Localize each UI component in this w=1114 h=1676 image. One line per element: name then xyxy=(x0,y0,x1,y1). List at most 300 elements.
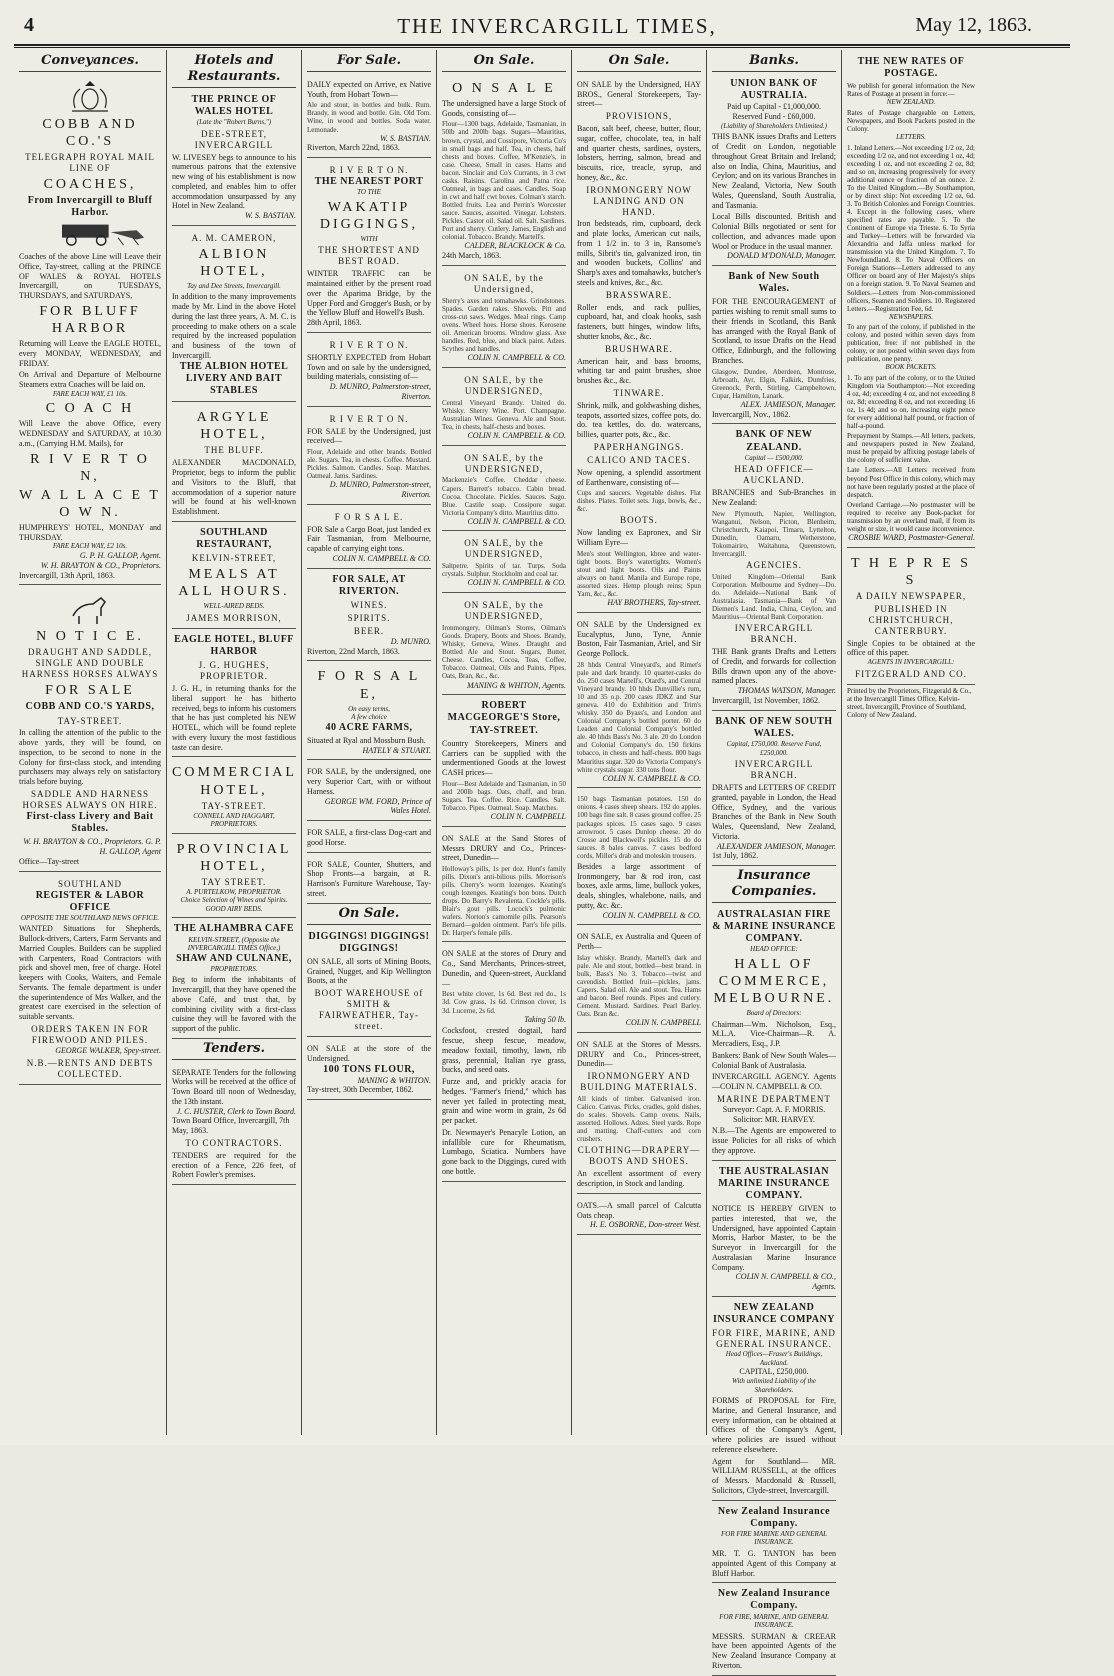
ironmongery-items: Iron bedsteads, rim, cupboard, deck and plate locks, American cut nails, from 1 1/2 in. to 3 in, Ransome's mills, Sibrit's tin, galvanized iron, tin and wooden buckets, Collins' and Sharp's axes and tomahawks, butcher's steels and knives, &c., &c. xyxy=(577,219,701,287)
wines-heading: WINES. xyxy=(350,600,388,611)
calico-heading: CALICO AND TACES. xyxy=(587,454,691,465)
postage-rates: Rates of Postage chargeable on Letters, Newspapers, and Book Packets posted in the Colony. xyxy=(847,109,975,134)
fitzgerald: FITZGERALD AND CO. xyxy=(855,668,967,679)
cargo-signature: COLIN N. CAMPBELL & CO. xyxy=(332,553,431,563)
shaw-body: Beg to inform the inhabitants of Invercargill, that they have opened the above Café, and trust that, by combining civility with a first-class cuisine they will be favored with the support of the public. xyxy=(172,975,296,1034)
riverton-heading: R I V E R T O N. xyxy=(329,165,409,176)
eucalyptus-ad xyxy=(577,615,701,788)
albion-address: Tay and Dee Streets, Invercargill. xyxy=(187,281,281,290)
union-body-2: Local Bills discounted. British and Colonial Bills negotiated or sent for collection, and advances made upon Wool or Produce in the usual manner. xyxy=(712,212,836,251)
tay-street: TAY-STREET. xyxy=(57,715,123,726)
paperhanging-signature: COLIN N. CAMPBELL & CO. xyxy=(602,910,701,920)
column-5 xyxy=(572,50,707,1435)
newspaper-title: THE INVERCARGILL TIMES, xyxy=(397,14,717,38)
fire-bankers: Bankers: Bank of New South Wales—Colonial Bank of Australasia. xyxy=(712,1050,836,1070)
tinware-items: Shrink, milk, and goldwashing dishes, teapots, assorted sizes, coffee pots, do. do. tea kettles, do. do. watercans, billies, quarter pots, &c., &c. xyxy=(577,400,701,440)
bnz-ad xyxy=(712,426,836,710)
fire-hall: HALL OF COMMERCE, MELBOURNE. xyxy=(713,956,835,1006)
undersigned3-title: ON SALE, by the UNDERSIGNED, xyxy=(464,452,544,474)
diggings-body: ON SALE, all sorts of Mining Boots, Grained, Nugget, and Kip Wellington Boots, at the xyxy=(307,956,431,986)
newspapers-body: To any part of the colony, if published in the colony, and posted within seven days from publication, free: if not published in the colony, or not posted within seven days from publication, one penny. xyxy=(847,323,975,364)
eucalyptus-intro: ON SALE by the Undersigned ex Eucalyptus, Juno, Tyne, Annie Boston, Fair Tasmanian, Ariel, and Sir George Pollock. xyxy=(577,619,701,659)
fire-title: AUSTRALASIAN FIRE & MARINE INSURANCE COMPANY. xyxy=(712,908,836,945)
forsale-riverton: FOR SALE, AT RIVERTON. xyxy=(332,573,406,597)
rents-debts: N.B.—RENTS AND DEBTS COLLECTED. xyxy=(26,1057,154,1079)
masthead-rule xyxy=(14,44,1070,46)
cobb-title: COBB AND CO.'S xyxy=(42,116,138,149)
imprint: Printed by the Proprietors, Fitzgerald & Co., at the Invercargill Times Office, Kelvin-street, Invercargill, Province of Southland, Colony of New Zealand. xyxy=(847,686,972,719)
cobb-route: From Invercargill to Bluff Harbor. xyxy=(27,195,153,219)
nsw-title: Bank of New South Wales. xyxy=(728,271,820,295)
nz-ins-co2-sub: FOR FIRE, MARINE, AND GENERAL INSURANCE. xyxy=(719,1612,829,1630)
undersigned-items: Sherry's axes and tomahawks. Grindstones. Spades. Garden rakes. Shovels. Pitt and cross-cut saws. Wedges. Meal rings. Camp ovens. Wheel hoes. Horse shoes. Kerosene oil. American brooms. Window glass. Axe handles. Red, blue, and black paint. Adzes. Scythes and handles. xyxy=(442,296,566,353)
beer-heading: BEER. xyxy=(353,626,385,637)
wakatip-body: WINTER TRAFFIC can be maintained either by the present road over the Aparima Bridge, by the Upper Ford and Grogger's Bush, or by the Yellow Bluff and Howell's Bush. xyxy=(307,269,431,318)
taking-note: Taking 50 lb. xyxy=(524,1014,566,1024)
notice-title: N O T I C E. xyxy=(36,629,144,645)
u4-items: Saltpetre. Spirits of tar. Turps. Soda crystals. Sulphur. Stockholm and coal tar. xyxy=(442,562,566,579)
press-body: Single Copies to be obtained at the office of this paper. xyxy=(847,638,975,658)
undersigned4-title: ON SALE, by the UNDERSIGNED, xyxy=(464,538,544,560)
u5-items: Ironmongery, Oilman's Stores, Oilman's Goods. Drapery, Boots and Shoes. Brandy, Whisky, Geneva, Wines. Draught and Bottled Ale and Stout. Sugars, Butter, Cheese. Candles, Cocoa, Teas, Coffee, Tobacco. Oatmeal, Oils and Paints, Pipes, Oats, Bran, &c., &c. xyxy=(442,624,566,681)
calico-items: Cups and saucers. Vegetable dishes. Flat dishes. Plates. Toilet sets. Jugs, bowls, &c., &c. xyxy=(577,489,701,514)
yards-body: In calling the attention of the public to the above yards, they will be found, on inspection, to be second to none in the Colony for first-class stock, and intending purchasers may always rely on satisfactory trials before buying. xyxy=(19,728,161,787)
wakatip-ad xyxy=(307,160,431,333)
daily-signature: W. S. BASTIAN. xyxy=(379,133,431,143)
aired-beds: WELL-AIRED BEDS. xyxy=(203,602,265,611)
bnz-date: Invercargill, 1st November, 1862. xyxy=(712,695,820,705)
union-bank-ad xyxy=(712,75,836,266)
postage-body: 1. Inland Letters.—Not exceeding 1/2 oz, 2d; exceeding 1/2 oz, and not exceeding 1 oz, 4d; exceeding 1 oz, and not exceeding 2 oz, 8d; and so on, increasing progressively for every additional ounce or fraction of an ounce. 2. To the United Kingdom.—By Southampton, or by direct ship: Not exceeding 1/2 oz, 6d. 3. To British Colonies and Foreign Countries. 4. Except in the following cases, where specified rates are payable. 5. To the Continent of Europe via Trieste. 6. To Syria and Turkey—Letters will be forwarded via Alexandria and Jaffa unless marked for transmission via the United Kingdom. 7. To Newfoundland. 8. To Naval Officers on Foreign Stations—Letters addressed to any Officer on board any of Her Majesty's ships on a foreign station. 9. To Naval Seamen and Soldiers.—Letters from Non-commissioned officers, Seamen and Soldiers. 10. Registered Letters.—Registration Fee, 6d. xyxy=(847,143,975,313)
yards-signature: W. H. BRAYTON & CO., Proprietors. G. P. H. GALLOP, Agent xyxy=(23,837,161,857)
gallop-agent: G. P. H. GALLOP, Agent. xyxy=(79,551,161,561)
nsw2-body: DRAFTS and LETTERS OF CREDIT granted, payable in London, the Head Office, Sydney, and the various Branches of the Bank in New South Wales, Queensland, New Zealand, Victoria. xyxy=(712,783,836,841)
postage-intro: We publish for general information the New Rates of Postage at present in force:— xyxy=(847,82,975,99)
riverton-heading-2: R I V E R T O N. xyxy=(329,339,409,350)
albion-body: In addition to the many improvements made by Mr. Lind in the above Hotel during the last three years, A. M. C. is proceeding to make others on a scale required by the increased population and business of the town of Invercargill. xyxy=(172,292,296,360)
forsale-intro: FOR SALE by the Undersigned, just received— xyxy=(307,426,431,446)
forsale-heading: F O R S A L E. xyxy=(334,511,404,522)
on-sale-items: Flour—1300 bags, Adelaide, Tasmanian, in 50lb and 200lb bags. Sugars—Mauritius, brown, crystal, and Cossipore, Victoria Co's in small bags and half. Tea, in chests, half chests and boxes. Coffee, M'Kenzie's, in case. Cheese, Small in cases. Hams and bacon. Sinclair and Co's Currants, in 3 cwt casks. Raisins. Carolina and Patna rice. Oatmeal, in bags and cases. Candles. Soap in cwt and half cwt boxes. Colman's starch. Bottled fruits. Lea and Perrin's Worcester sauce. Sauces, assorted. Vinegar. Lobsters. Pickles. Castor oil. Salad oil. Salt. Sardines. Port and sherry. Cutlery. James, English and colonial. Tobacco. Brandy. Martell's. xyxy=(442,120,566,242)
nz-ins-agent: Agent for Southland— MR. WILLIAM RUSSELL, at the offices of Messrs. Macdonald & Russell, Solicitors, Clyde-street, Invercargill. xyxy=(712,1456,836,1495)
surveyor: Surveyor: Capt. A. F. MORRIS. xyxy=(722,1104,826,1114)
nz-ins-office: Head Offices—Fraser's Buildings, Auckland. xyxy=(725,1350,823,1367)
morrison: JAMES MORRISON, xyxy=(186,612,282,623)
tenders-date: Town Board Office, Invercargill, 7th May, 1863. xyxy=(172,1116,290,1136)
u3-signature: COLIN N. CAMPBELL & CO. xyxy=(467,516,566,526)
nsw-signature: ALEX. JAMIESON, Manager. xyxy=(740,399,836,409)
coach-fare: FARE EACH WAY, £2 10s. xyxy=(52,542,128,551)
spirits-heading: SPIRITS. xyxy=(347,613,391,624)
cameron: A. M. CAMERON, xyxy=(191,232,277,243)
cart-body: FOR SALE, by the undersigned, one very Superior Cart, with or without Harness. xyxy=(307,767,431,796)
union-liability: (Liability of Shareholders Unlimited.) xyxy=(721,121,827,130)
cargo-body: FOR Sale a Cargo Boat, just landed ex Fair Tasmanian, from Melbourne, capable of carrying eight tons. xyxy=(307,524,431,554)
wakatip-title: WAKATIP DIGGINGS, xyxy=(319,199,419,232)
notice-ad xyxy=(19,587,161,871)
brushware-heading: BRUSHWARE. xyxy=(605,343,673,354)
on-sale-title: O N S A L E xyxy=(452,80,556,96)
pw-body: W. LIVESEY begs to announce to his numerous patrons that the extensive new wing of his establishment is now completed, and enables him to offer accommodation unsurpassed by any Hotel in New Zealand. xyxy=(172,152,296,211)
boot-warehouse: BOOT WAREHOUSE of SMITH & FAIRWEATHER, Tay-street. xyxy=(314,988,424,1032)
albion-livery: THE ALBION HOTEL LIVERY AND BAIT STABLES xyxy=(179,360,289,397)
section-heading: Conveyances. xyxy=(19,53,161,72)
press-sub: A DAILY NEWSPAPER, xyxy=(855,590,967,601)
provincial-address: TAY STREET. xyxy=(201,876,267,887)
nsw2-ad xyxy=(712,713,836,866)
fire-agents: INVERCARGILL AGENCY. Agents—COLIN N. CAMPBELL & CO. xyxy=(712,1072,836,1092)
drury-intro: ON SALE at the Sand Stores of Messrs DRURY and Co., Princes-street, Dunedin— xyxy=(442,833,566,863)
nsw2-date: 1st July, 1862. xyxy=(712,851,759,861)
brayton-date: Invercargill, 13th April, 1863. xyxy=(19,570,115,580)
easy-terms: On easy terms, xyxy=(348,704,390,713)
tinware-heading: TINWARE. xyxy=(613,387,665,398)
crosbie-signature: CROSBIE WARD, Postmaster-General. xyxy=(848,532,975,542)
section-heading: Insurance Companies. xyxy=(712,868,836,903)
cobb-for: FOR BLUFF HARBOR xyxy=(39,303,141,336)
nz-insurance-ad xyxy=(712,1299,836,1501)
wakatip-date: 28th April, 1863. xyxy=(307,318,362,328)
wallacetown-route: W A L L A C E T O W N. xyxy=(19,487,161,520)
clothing-body: An excellent assortment of every description, in Stock and landing. xyxy=(577,1169,701,1189)
drury-items: Holloway's pills, 1s per doz. Hunt's family pills. Dixon's anti-bilious pills. Morrison's pills. Cherry's worm lozenges. Keating's cough lozenges. Keating's bon bons. Dutch drops. Do Barry's Revalenta. Cockle's pills. Blair's gout pills. Locock's pulmonic wafers. Norton's camomile pills. Pearson's Bernard—golden ointment. Parr's life pills. Dr. Harper's female pills. xyxy=(442,865,566,938)
walker-signature: GEORGE WALKER, Spey-street. xyxy=(55,1045,161,1055)
prince-of-wales-ad xyxy=(172,91,296,226)
counter-body: FOR SALE, Counter, Shutters, and Shop Fronts—a bargain, at R. Harrison's Furniture Warehouse, Tay-street. xyxy=(307,859,431,898)
eagle-title: EAGLE HOTEL, BLUFF HARBOR xyxy=(174,633,294,658)
nz-ins-capital: CAPITAL, £250,000. xyxy=(739,1367,809,1377)
meals: MEALS AT ALL HOURS. xyxy=(178,567,290,600)
farms-ad xyxy=(307,663,431,760)
daily-expected-ad xyxy=(307,75,431,158)
cobb-return: Returning will Leave the EAGLE HOTEL, every MONDAY, WEDNESDAY, and FRIDAY. xyxy=(19,339,161,368)
cobb-note: On Arrival and Departure of Melbourne Steamers extra Coaches will be laid on. xyxy=(19,370,161,390)
drury2-items: Best white clover, 1s 6d. Best red do., 1s 3d. Cow grass, 1s 6d. Crimson clover, 1s 3d. Lucerne, 2s 6d. xyxy=(442,990,566,1015)
drury-seeds-ad xyxy=(442,944,566,1181)
commercial-address: TAY-STREET. xyxy=(201,800,267,811)
nsw2-capital: Capital, £750,000. Reserve Fund, £250,000. xyxy=(726,740,822,757)
columns xyxy=(14,50,1094,1670)
union-title: UNION BANK OF AUSTRALIA. xyxy=(730,77,818,102)
oats-ad xyxy=(577,1196,701,1235)
ex-signature: COLIN N. CAMPBELL xyxy=(625,1018,701,1028)
eagle-body: J. G. H., in returning thanks for the liberal support he has hitherto received, begs to inform his customers that he has just completed his NEW HOTEL, which will be found replete with every luxury the most fastidious taste can desire. xyxy=(172,684,296,752)
nz-ins-body: FORMS of PROPOSAL for Fire, Marine, and General Insurance, and every information, can be obtained at Offices of the Company's Agent, where policies are issued without reference elsewhere. xyxy=(712,1396,836,1454)
ex-australia-ad xyxy=(577,927,701,1033)
provincial-hotel-ad xyxy=(172,836,296,919)
fire-marine-ad xyxy=(712,906,836,1161)
late-letters: Late Letters.—All Letters received from beyond Post Office in this colony, which may not have been regularly posted at the place of despatch. xyxy=(847,466,975,499)
tenders-ad xyxy=(172,1063,296,1185)
register-ad xyxy=(19,874,161,1085)
southland-restaurant-ad xyxy=(172,524,296,629)
lotion-note: Dr. Newmayer's Penacyle Lotion, an infallible cure for Rheumatism, Lumbago, Sciatica. Numbers have gone back to the Diggings, cured with one bottle. xyxy=(442,1127,566,1176)
press-title: T H E P R E S S xyxy=(851,555,971,588)
surman: MESSRS. SURMAN & CREEAR have been appointed Agents of the New Zealand Insurance Company at Riverton. xyxy=(712,1631,836,1670)
register-title: REGISTER & LABOR OFFICE xyxy=(35,889,145,913)
hay-bros-ad xyxy=(577,75,701,613)
u2-items: Central Vineyard Brandy. United do. Whisky. Sherry Wine. Port. Champagne. Australian Wines. Geneva. Ale and Stout. Tea, in chests, half-chests and boxes. xyxy=(442,398,566,431)
riverton-liquor-ad xyxy=(307,571,431,662)
albion-ad xyxy=(172,228,296,402)
u2-signature: COLIN N. CAMPBELL & CO. xyxy=(467,430,566,440)
livery-stables: First-class Livery and Bait Stables. xyxy=(26,810,154,835)
column-6 xyxy=(707,50,842,1670)
nsw2-signature: ALEXANDER JAMIESON, Manager. xyxy=(716,841,836,851)
im2-items: All kinds of timber. Galvanised iron. Calico. Canvas. Picks, cradles, gold dishes, do scales. Shovels. Camp ovens. Nails, assorted. Hollows. Adzes. Steel yards. Rope and matting. Chaff-cutters and corn crushers. xyxy=(577,1095,701,1144)
eagle-hotel-ad xyxy=(172,631,296,758)
campbell-ironmongery-ad xyxy=(442,268,566,368)
nearest-port: THE NEAREST PORT xyxy=(314,176,424,188)
commercial-hotel-ad xyxy=(172,759,296,833)
nsw2-branch: INVERCARGILL BRANCH. xyxy=(734,759,814,781)
riverton-materials-ad xyxy=(307,335,431,407)
fire-chairman: Chairman—Wm. Nicholson, Esq., M.L.A. Vice-Chairman—R. A. Mercadiers, Esq., J.P. xyxy=(712,1019,836,1049)
hately-signature: HATELY & STUART. xyxy=(362,745,431,755)
brassware-heading: BRASSWARE. xyxy=(605,289,673,300)
campbell-chem-ad xyxy=(442,533,566,593)
flour-signature: MANING & WHITON. xyxy=(357,1075,431,1085)
ironmongery-heading: IRONMONGERY NOW LANDING AND ON HAND. xyxy=(586,184,692,217)
clothing-heading: CLOTHING—DRAPERY—BOOTS AND SHOES. xyxy=(577,1145,701,1167)
section-heading: Hotels and Restaurants. xyxy=(172,53,296,88)
fire-office: HEAD OFFICE: xyxy=(750,945,798,954)
nz-ins-co-sub: FOR FIRE MARINE AND GENERAL INSURANCE. xyxy=(720,1529,828,1547)
marine-body: NOTICE IS HEREBY GIVEN to parties interested, that we, the Undersigned, have appointed Captain Morris, Harbor Master, to be the Surveyor in Invercargill for the Australasian Marine Insurance Company. xyxy=(712,1204,836,1272)
cobb-coaches-ad xyxy=(19,75,161,585)
nz-ins-bluff-ad xyxy=(712,1503,836,1584)
bnz-signature: THOMAS WATSON, Manager. xyxy=(737,686,836,696)
macgeorge-title: ROBERT MACGEORGE'S Store, TAY-STREET. xyxy=(447,700,561,736)
australasian-marine-ad xyxy=(712,1163,836,1297)
undersigned-signature: COLIN N. CAMPBELL & CO. xyxy=(467,352,566,362)
commercial-title: COMMERCIAL HOTEL, xyxy=(172,765,297,798)
riverton-route: R I V E R T O N, xyxy=(30,451,150,484)
bnz-body: BRANCHES and Sub-Branches in New Zealand: xyxy=(712,488,836,507)
daily-date: Riverton, March 22nd, 1863. xyxy=(307,143,400,153)
calder-date: 24th March, 1863. xyxy=(442,250,502,260)
bnz-branch-body: THE Bank grants Drafts and Letters of Credit, and forwards for collection Bills drawn upon any of the above-named places. xyxy=(712,647,836,686)
pw-title: THE PRINCE OF WALES HOTEL xyxy=(191,93,277,117)
furze: Furze and, and prickly acacia for hedges. "Farmer's friend," which has never yet failed in protecting meat, grain and wine worm in grain, 2s 6d per packet. xyxy=(442,1077,566,1126)
farms-title: 40 ACRE FARMS, xyxy=(325,721,413,733)
union-capital: Paid up Capital - £1,000,000. xyxy=(727,102,821,112)
ex-intro: ON SALE, ex Australia and Queen of Perth— xyxy=(577,932,701,951)
ex-items: Islay whisky. Brandy, Martell's dark and pale. Ale and stout, bottled—best brand. in bulk, Bass's No 3. Tobacco—twist and cavendish. Bottled fruit—pickles, jams. Capers. Salad oil. Ale and stout. Tea. Hams and bacon. Beef rounds. Pipes and cutlery. Cement. Mustard. Sardines. Pearl Barley. Oats. Bran &c. xyxy=(577,953,701,1019)
pw-address: DEE-STREET, INVERCARGILL xyxy=(194,128,274,150)
section-heading: On Sale. xyxy=(307,906,431,925)
newspapers-heading: NEWSPAPERS. xyxy=(888,312,933,321)
marine-dept: MARINE DEPARTMENT xyxy=(717,1093,831,1104)
section-heading: For Sale. xyxy=(307,53,431,72)
calder-ad xyxy=(442,75,566,266)
overland: Overland Carriage.—No postmaster will be required to receive any Book-packet for transmission by an overland mail, if from its weight or size, it would cause inconvenience. xyxy=(847,500,975,533)
bnz-capital: Capital — £500,000. xyxy=(744,453,804,462)
daily-intro: DAILY expected on Arrive, ex Native Youth, from Hobart Town— xyxy=(307,79,431,99)
book-packets-heading: BOOK PACKETS. xyxy=(885,363,937,372)
macgeorge-items: Flour—Best Adelaide and Tasmanian, in 50 and 200lb bags. Oats, chaff, and bran. Sugars. Tea. Coffee. Rice. Candles. Salt. Tobacco. Pipes. Oatmeal. Soap. Matches. xyxy=(442,779,566,812)
diggings-title: DIGGINGS! DIGGINGS! DIGGINGS! xyxy=(308,930,430,954)
macgeorge-ad xyxy=(442,697,566,827)
nsw-date: Invercargill, Nov., 1862. xyxy=(712,409,791,419)
riverton-forsale-ad xyxy=(307,409,431,505)
tenders-signature: J. C. HUSTER, Clerk to Town Board. xyxy=(176,1106,296,1116)
press-ad xyxy=(847,550,975,685)
union-reserve: Reserved Fund - £60,000. xyxy=(732,111,816,121)
eucalyptus-signature: COLIN N. CAMPBELL & CO. xyxy=(602,773,701,783)
dogcart-ad xyxy=(307,823,431,853)
fire-directors: Board of Directors: xyxy=(746,1009,802,1018)
boots-heading: BOOTS. xyxy=(620,515,658,526)
coach-body: Will Leave the above Office, every WEDNESDAY and SATURDAY, at 10.30 a.m., (Carrying H.M. Mails), for xyxy=(19,419,161,448)
register-sub: OPPOSITE THE SOUTHLAND NEWS OFFICE. xyxy=(20,913,160,922)
solicitor: Solicitor: MR. HARVEY. xyxy=(733,1114,815,1124)
postage-ad xyxy=(847,53,975,548)
nz-ins-sub: FOR FIRE, MARINE, AND GENERAL INSURANCE. xyxy=(712,1328,836,1350)
for-sale-title: FOR SALE xyxy=(45,683,135,699)
contractors-title: TO CONTRACTORS. xyxy=(185,1137,283,1148)
flour-intro: ON SALE at the store of the Undersigned. xyxy=(307,1044,431,1063)
union-signature: DONALD M'DONALD, Manager. xyxy=(727,251,836,261)
commercial-proprietors: CONNELL AND HAGGART, PROPRIETORS. xyxy=(193,811,275,829)
section-heading: On Sale. xyxy=(442,53,566,72)
provincial-title: PROVINCIAL HOTEL, xyxy=(176,841,292,874)
yards-office: Office—Tay-street xyxy=(19,856,80,866)
bnz-title: BANK OF NEW ZEALAND. xyxy=(735,429,813,453)
notice-body: DRAUGHT AND SADDLE, SINGLE AND DOUBLE HARNESS HORSES ALWAYS xyxy=(21,647,159,680)
shortest-road: THE SHORTEST AND BEST ROAD. xyxy=(318,245,420,267)
brassware-items: Roller ends, and rack pullies, cupboard, hat, and cloak hooks, sash fasteners, butt hinges, window lifts, shutter knobs, &c., &c. xyxy=(577,302,701,341)
horse-icon xyxy=(67,592,113,626)
argyle-sub: THE BLUFF. xyxy=(204,445,264,456)
few-choice: A few choice xyxy=(351,713,387,722)
nsw-body: FOR THE ENCOURAGEMENT of parties wishing to remit small sums to their friends in Scotland, this Bank has arranged with the Royal Bank of Scotland, to issue Drafts on the Head Office, Edinburgh, and the following Branches. xyxy=(712,297,836,365)
contractors-body: TENDERS are required for the erection of a Fence, 226 feet, of Robert Fowler's premises. xyxy=(172,1150,296,1180)
prepayment: Prepayment by Stamps.—All letters, packets, and newspapers posted in New Zealand, must be prepaid by affixing postage labels of the colony of sufficient value. xyxy=(847,432,975,465)
brayton-proprietors: W. H. BRAYTON & CO., Proprietors. xyxy=(40,560,161,570)
riverton-heading-3: R I V E R T O N. xyxy=(329,413,409,424)
cobb-coaches: COACHES, xyxy=(43,176,137,192)
firewood-orders: ORDERS TAKEN IN FOR FIREWOOD AND PILES. xyxy=(31,1023,149,1045)
macgeorge-signature: COLIN N. CAMPBELL xyxy=(490,812,566,821)
calico-body: Now opening, a splendid assortment of Earthenware, consisting of— xyxy=(577,467,701,487)
oats-body: OATS.—A small parcel of Calcutta Oats cheap. xyxy=(577,1200,701,1220)
argyle-body: ALEXANDER MACDONALD, Proprietor, begs to inform the public and Visitors to the Bluff, that accommodation of a superior nature will be found at his well-known Establishment. xyxy=(172,458,296,517)
tanton: MR. T. G. TANTON has been appointed Agent of this Company at Bluff Harbor. xyxy=(712,1549,836,1578)
cobb-body: Coaches of the above Line will Leave their Office, Tay-street, calling at the PRINCE OF WALES & ROYAL HOTELS Invercargill, on TUESDAYS, THURSDAYS, and SATURDAYS, xyxy=(19,252,161,301)
ironmongery-sale: Besides a large assortment of Ironmongery, bar & rod iron, cast boxes, axle arms, lime, bullock yokes, deals, shingles, whalebone, nails, and putty, &c. &c. xyxy=(577,861,701,910)
bnz-agencies-body: United Kingdom—Oriental Bank Corporation. Melbourne and Sydney—Do. do. Adelaide—National Bank of Australasia. Tasmania—Bank of Van Diemen's Land. India, China, Ceylon, and Mauritius—Oriental Bank Corporation. xyxy=(712,572,836,622)
nz-ins-title: NEW ZEALAND INSURANCE COMPANY xyxy=(713,1301,835,1326)
nz-ins-co: New Zealand Insurance Company. xyxy=(717,1505,831,1529)
beaver-items: 150 bags Tasmanian potatoes. 150 do onions. 4 cases sheep shears. 192 do apples. 100 bags fine salt. 8 cases ground coffee. 25 packages spices. 15 cases sago. 9 cases arrowroot. 5 cases Dunlop cheese. 20 do Crosse and Blackwell's pickles. 15 do do sauces. 8 bales canvas. 7 cases bedford cords, Miller's drab and moleskin trousers. xyxy=(577,795,701,860)
forsale-signature: D. MUNRO, Palmerston-street, Riverton. xyxy=(329,480,431,499)
calder-signature: CALDER, BLACKLOCK & Co. xyxy=(464,241,566,251)
brushware-items: American hair, and bass brooms, whiting tar and paint brushes, shoe brushes &c., &c. xyxy=(577,356,701,386)
cart-ad xyxy=(307,762,431,821)
shaw-proprietors: PROPRIETORS. xyxy=(210,964,258,973)
dogcart-body: FOR SALE, a first-class Dog-cart and good Horse. xyxy=(307,828,431,847)
new-goods: ON SALE at the Stores of Messrs. DRURY and Co., Princes-street, Dunedin— xyxy=(577,1039,701,1069)
osborne-signature: H. E. OSBORNE, Don-street West. xyxy=(590,1220,701,1230)
to-the: TO THE xyxy=(357,188,381,197)
provisions-heading: PROVISIONS, xyxy=(605,111,673,122)
marine-signature: COLIN N. CAMPBELL & CO., Agents. xyxy=(735,1272,836,1292)
flour-date: Tay-street, 30th December, 1862. xyxy=(307,1085,414,1095)
column-3 xyxy=(302,50,437,1435)
hay-signature: HAY BROTHERS, Tay-street. xyxy=(607,598,701,608)
farms-body: Situated at Ryal and Mossburn Bush. xyxy=(307,735,426,745)
nsw-bank-ad xyxy=(712,268,836,424)
letters-heading: LETTERS. xyxy=(896,133,926,142)
bnz-office: HEAD OFFICE—AUCKLAND. xyxy=(734,464,814,486)
diggings-ad xyxy=(307,928,431,1038)
cobb-fare: FARE EACH WAY, £1 10s. xyxy=(52,389,128,398)
register-body: WANTED Situations for Shepherds, Bullock-drivers, Carters, Farm Servants and Married Couples. Builders can be supplied with Carpenters, Road Contractors with pick and shovel men, free of charge. Hotel keepers with Cooks, Waiters, and Female Servants. The female department is under the superintendence of Mrs Walker, and the greatest care exercised in the selection of suitable servants. xyxy=(19,924,161,1022)
boots-items: Men's stout Wellington, kbree and water-tight boots. Boy's watertights. Women's stout and light boots. Oils and Paints always on hand. Manila and Europe rope, assorted sizes. Hemp plough reins; Spun Yarn, &c., &c. xyxy=(577,549,701,599)
column-1 xyxy=(14,50,167,1435)
flour-title: 100 TONS FLOUR, xyxy=(323,1063,415,1075)
marine-title: THE AUSTRALASIAN MARINE INSURANCE COMPANY. xyxy=(718,1165,830,1201)
drury2-intro: ON SALE at the stores of Drury and Co., Sand Merchants, Princes-street, Dunedin, and Queen-street, Auckland— xyxy=(442,949,566,988)
coach-title: C O A C H xyxy=(45,401,135,417)
provincial-body: Choice Selection of Wines and Spirits. GOOD AIRY BEDS. xyxy=(180,896,288,913)
royal-crest-icon xyxy=(67,80,113,114)
fire-nb: N.B.—The Agents are empowered to issue Policies for all risks of which they approve. xyxy=(712,1126,836,1155)
pw-signature: W. S. BASTIAN. xyxy=(244,211,296,221)
tenders-body: SEPARATE Tenders for the following Works will be received at the office of Town Board till noon of Wednesday, the 13th instant. xyxy=(172,1067,296,1106)
shortly-expected: SHORTLY EXPECTED from Hobart Town and on sale by the undersigned, building materials, consisting of— xyxy=(307,352,431,382)
alhambra-address: KELVIN-STREET, (Opposite the INVERCARGILL TIMES Office,) xyxy=(187,935,281,953)
column-2 xyxy=(167,50,302,1435)
flour-ad xyxy=(307,1039,431,1100)
union-body: THIS BANK issues Drafts and Letters of Credit on London, negotiable throughout Great Britain and Ireland; also on India, China, Mauritius, and Ceylon; and on its various Branches in New Zealand, Victoria, New South Wales, Queensland, South Australia, and Tasmania. xyxy=(712,132,836,210)
nz-ins-liability: With unlimited Liability of the Shareholders. xyxy=(732,1377,816,1394)
section-heading: On Sale. xyxy=(577,53,701,72)
with: WITH xyxy=(360,234,378,243)
provincial-proprietor: A. PURTELKOW, PROPRIETOR. xyxy=(186,887,282,896)
argyle-title: ARGYLE HOTEL, xyxy=(196,410,272,443)
counter-ad xyxy=(307,855,431,904)
u3-items: Mackenzie's Coffee. Cheddar cheese. Capers. Barrett's tobacco. Cabin bread. Cocoa. Chocolate. Pickles. Sauces. Sago. Blue. Castile soap. Cossipore sugar. Victoria Company's ditto. Mauritius ditto. xyxy=(442,476,566,517)
boots-body: Now landing ex Eapronex, and Sir William Eyre— xyxy=(577,528,701,548)
issue-date: May 12, 1863. xyxy=(915,14,1032,36)
humphreys: HUMPHREYS' HOTEL, MONDAY and THURSDAY. xyxy=(19,522,161,542)
postage-title: THE NEW RATES OF POSTAGE. xyxy=(857,56,965,80)
book-body: 1. To any part of the colony, or to the United Kingdom via Southampton:—Not exceeding 4 oz, 4d; exceeding 4 oz, and not exceeding 8 oz, 8d; exceeding 8 oz, and not exceeding 16 oz, 1s 4d; and so on, increasing eight pence for every additional half pound, or fraction of half-a-pound. xyxy=(847,373,975,431)
section-heading: Tenders. xyxy=(172,1041,296,1060)
column-7 xyxy=(842,50,980,1435)
undersigned5-title: ON SALE, by the UNDERSIGNED, xyxy=(464,600,544,622)
ironmongery2-heading: IRONMONGERY AND BUILDING MATERIALS. xyxy=(580,1071,698,1093)
section-heading: Banks. xyxy=(712,53,836,72)
daily-items: Ale and stout, in bottles and bulk. Rum. Brandy, in wood and bottle. Gin. Old Tom. Wine, in wood and bottles. Soda water. Lemonade. xyxy=(307,101,431,134)
bnz-agencies: AGENCIES. xyxy=(746,559,802,570)
eagle-proprietor: J. G. HUGHES, PROPRIETOR. xyxy=(198,660,270,682)
forsale-items: Flour, Adelaide and other brands. Bottled ale. Sugars. Tea, in chests. Coffee. Mustard. Pickles. Salmon. Candles. Soap. Matches. Oatmeal. Jams. Sardines. xyxy=(307,448,431,481)
masthead-rule-thin xyxy=(14,47,1070,48)
wines-list: 28 hhds Central Vineyard's, and Rimet's pale and dark brandy. 10 quarter-casks do do. 250 cases Martell's, Otard's, and Central Vineyard brandy. 10 hhds Dunvillie's rum, 10 and 35 o.p. 200 cases JDKZ and Star geneva. 410 do Exhibition and Trim's whisky. 350 do Byass's, and London and Colonial Company's bottled porter. 60 do Leaden and Colonial Company's bottled ale. 40 hhds Bass's No. 3 ale. 20 do London and Colonial Company's do. 150 firkins tobacco, in chests and half-chests. 800 bags Mauritius sugar. 320 do Victoria Company's white crystals sugar. 330 tons flour. xyxy=(577,660,701,774)
undersigned2-title: ON SALE, by the UNDERSIGNED, xyxy=(464,374,544,396)
macgeorge-body: Country Storekeepers, Miners and Carriers can be supplied with the undermentioned Goods at the lowest CASH prices— xyxy=(442,738,566,778)
cobb-yards: COBB AND CO.'S YARDS, xyxy=(25,701,155,713)
u4-signature: COLIN N. CAMPBELL & CO. xyxy=(467,578,566,588)
albion-title: ALBION HOTEL, xyxy=(198,246,270,279)
ford-signature: GEORGE WM. FORD, Prince of Wales Hotel. xyxy=(324,796,431,816)
nz-ins-riverton-ad xyxy=(712,1585,836,1675)
pw-sub: (Late the "Robert Burns,") xyxy=(196,118,272,127)
coach-illustration-icon xyxy=(19,219,161,247)
